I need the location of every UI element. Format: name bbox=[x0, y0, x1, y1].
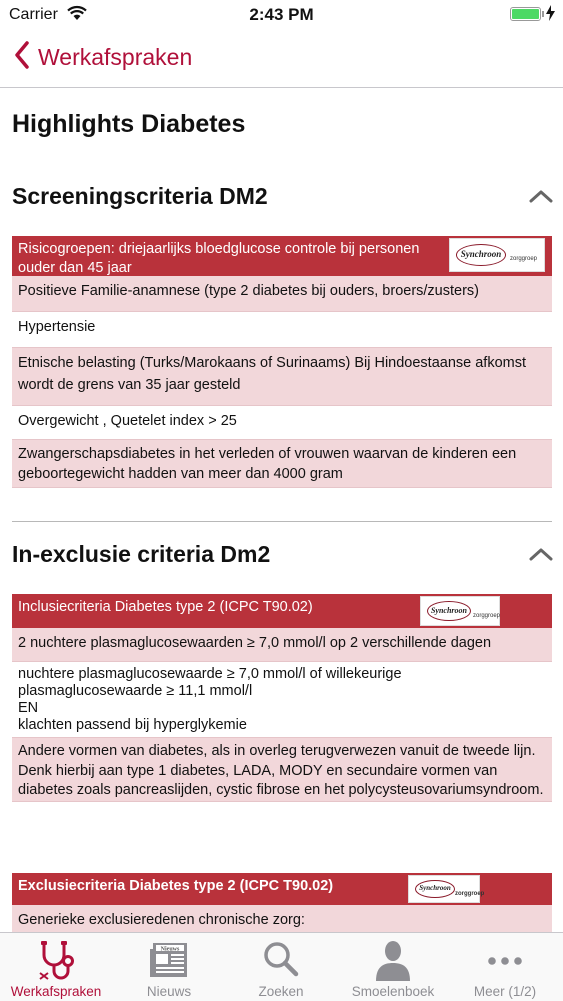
table-header bbox=[12, 594, 552, 628]
status-bar bbox=[0, 0, 563, 30]
table-header-text: Inclusiecriteria Diabetes type 2 (ICPC T90.02) bbox=[18, 599, 313, 615]
table-row: Zwangerschapsdiabetes in het verleden of vrouwen waarvan de kinderen een geboortegewicht hadden van meer dan 4000 gram bbox=[12, 440, 552, 488]
logo-subtext: zorggroep bbox=[473, 613, 501, 619]
logo-text: Synchroon bbox=[415, 880, 455, 898]
table-row: Positieve Familie-anamnese (type 2 diabetes bij ouders, broers/zusters) bbox=[12, 276, 552, 312]
table-row: nuchtere plasmaglucosewaarde ≥ 7,0 mmol/l of willekeurige plasmaglucosewaarde ≥ 11,1 mmol/l EN klachten passend bij hyperglykemie bbox=[12, 662, 552, 738]
logo-subtext: zorggroep bbox=[510, 256, 538, 262]
newspaper-icon-text: Nieuws bbox=[160, 946, 180, 953]
section-title-inexclusie: In-exclusie criteria Dm2 bbox=[12, 541, 271, 567]
table-header bbox=[12, 236, 552, 276]
battery-icon bbox=[510, 7, 541, 21]
carrier-label: Carrier bbox=[9, 6, 58, 23]
synchroon-logo bbox=[449, 238, 545, 272]
table-row: Andere vormen van diabetes, als in overleg terugverwezen vanuit de tweede lijn. Denk hierbij aan type 1 diabetes, LADA, MODY en secundaire vormen van diabetes zoals pancreaslijden, cystic fibrose en het polycysteusovariumsyndroom. bbox=[12, 738, 552, 802]
logo-text: Synchroon bbox=[427, 601, 471, 621]
back-button[interactable] bbox=[14, 41, 192, 74]
table-header-text: Risicogroepen: driejaarlijks bloedglucose controle bij personen ouder dan 45 jaar bbox=[18, 241, 420, 276]
page-title: Highlights Diabetes bbox=[12, 110, 246, 138]
navigation-bar bbox=[0, 30, 563, 88]
section-divider bbox=[12, 521, 552, 522]
tab-bar bbox=[0, 932, 563, 1001]
search-icon bbox=[225, 939, 337, 979]
table-row: Hypertensie bbox=[12, 312, 552, 348]
logo-subtext: zorggroep bbox=[455, 891, 485, 897]
tab-zoeken[interactable] bbox=[225, 933, 337, 1001]
logo-text: Synchroon bbox=[456, 244, 506, 266]
tab-meer[interactable] bbox=[449, 933, 561, 1001]
tab-label: Nieuws bbox=[146, 984, 192, 999]
chevron-up-icon[interactable] bbox=[528, 188, 554, 204]
table-row: Generieke exclusieredenen chronische zorg: bbox=[12, 905, 552, 945]
section-title-screening: Screeningscriteria DM2 bbox=[12, 183, 268, 209]
stethoscope-icon bbox=[0, 939, 112, 979]
synchroon-logo bbox=[420, 596, 500, 626]
back-button-label: Werkafspraken bbox=[38, 44, 193, 70]
newspaper-icon bbox=[113, 939, 225, 979]
synchroon-logo bbox=[408, 875, 485, 903]
tab-label: Werkafspraken bbox=[10, 984, 102, 999]
tab-label: Smoelenboek bbox=[351, 984, 435, 999]
screening-table bbox=[12, 236, 552, 488]
table-header bbox=[12, 873, 552, 905]
tab-werkafspraken[interactable] bbox=[0, 933, 112, 1001]
charging-icon bbox=[546, 5, 555, 25]
tab-label: Meer (1/2) bbox=[473, 984, 537, 999]
chevron-up-icon[interactable] bbox=[528, 546, 554, 562]
table-row: 2 nuchtere plasmaglucosewaarden ≥ 7,0 mmol/l op 2 verschillende dagen bbox=[12, 628, 552, 662]
person-icon bbox=[337, 939, 449, 979]
inclusie-table bbox=[12, 594, 552, 802]
tab-label: Zoeken bbox=[258, 984, 304, 999]
more-icon bbox=[449, 939, 561, 979]
tab-smoelenboek[interactable] bbox=[337, 933, 449, 1001]
table-row: Etnische belasting (Turks/Marokaans of Surinaams) Bij Hindoestaanse afkomst wordt de grens van 35 jaar gesteld bbox=[12, 348, 552, 406]
clock: 2:43 PM bbox=[249, 5, 314, 24]
table-header-text: Exclusiecriteria Diabetes type 2 (ICPC T90.02) bbox=[18, 878, 334, 894]
battery-tip bbox=[542, 11, 544, 17]
tab-nieuws[interactable] bbox=[113, 933, 225, 1001]
chevron-left-icon bbox=[14, 41, 30, 74]
table-row: Overgewicht , Quetelet index > 25 bbox=[12, 406, 552, 440]
